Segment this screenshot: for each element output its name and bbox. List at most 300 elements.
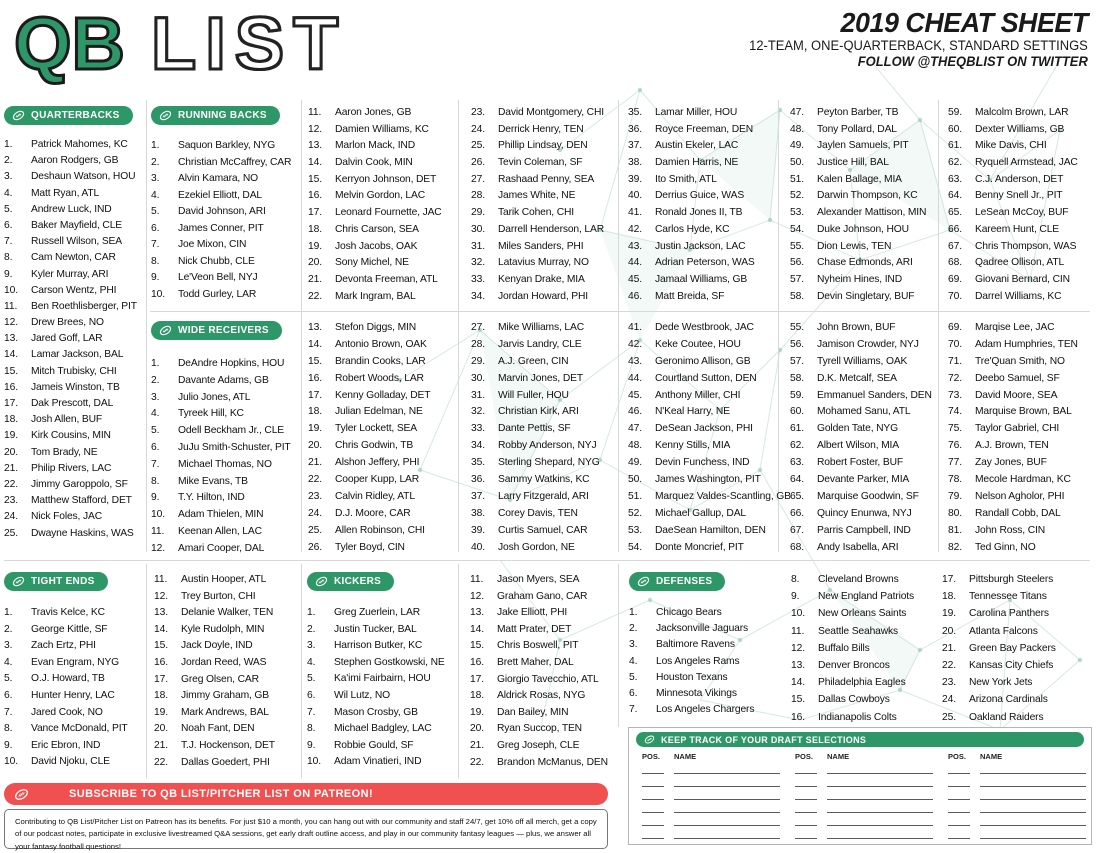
player-rank: 37. [628,140,643,152]
player-row [308,390,430,407]
divider [618,100,619,552]
player-row [948,224,1078,241]
name-blank-line [827,829,933,839]
player-rank: 44. [628,372,643,384]
player-rank: 36. [628,123,643,135]
player-row [4,171,137,187]
player-row [628,174,755,191]
player-rank: 67. [948,240,963,252]
tracker-row [795,800,933,813]
kickers-list-col1 [307,607,445,773]
player-rank: 29. [471,207,486,219]
player-name: Ezekiel Elliott, DAL [178,189,262,201]
tight-ends-list-col1 [4,607,128,773]
player-row [628,423,791,440]
tracker-row [795,787,933,800]
section-header-defenses [629,572,725,591]
player-name: Wil Lutz, NO [334,689,390,701]
sheet-title: 2019 CHEAT SHEET [840,7,1088,38]
player-row [942,626,1056,643]
player-row [948,241,1078,258]
player-row [790,291,926,308]
player-rank: 77. [948,457,963,469]
player-rank: 15. [4,365,19,377]
player-rank: 63. [948,173,963,185]
player-name: Josh Allen, BUF [31,414,103,426]
player-row [470,740,608,757]
player-row [308,356,430,373]
player-row [790,274,926,291]
divider [146,100,147,552]
player-rank: 40. [628,190,643,202]
player-row [151,206,291,223]
player-rank: 19. [470,706,485,718]
player-rank: 16. [154,656,169,668]
player-name: Donte Moncrief, PIT [655,541,744,553]
player-row [948,406,1078,423]
player-row [471,373,600,390]
player-rank: 58. [790,372,805,384]
player-rank: 14. [791,677,806,689]
player-rank: 74. [948,406,963,418]
tracker-column-head [948,752,1086,761]
player-row [307,624,445,641]
player-name: Damien Harris, NE [655,157,739,169]
player-row [470,757,608,774]
player-name: John Ross, CIN [975,524,1046,536]
player-row [471,224,604,241]
player-rank: 23. [4,495,19,507]
player-rank: 56. [790,257,805,269]
player-row [4,139,137,155]
defenses-list-col3 [942,574,1056,729]
player-row [4,414,137,430]
player-rank: 10. [151,509,166,521]
player-row [948,491,1078,508]
player-name: Tyrell Williams, OAK [817,355,908,367]
player-rank: 18. [308,406,323,418]
player-name: Cooper Kupp, LAR [335,474,420,486]
player-name: Ronald Jones II, TB [655,207,743,219]
player-row [151,375,291,392]
player-name: Adam Vinatieri, IND [334,756,422,768]
player-row [790,322,932,339]
player-row [790,140,926,157]
player-name: Chris Godwin, TB [335,440,414,452]
player-row [948,140,1078,157]
player-rank: 16. [470,656,485,668]
player-rank: 55. [790,240,805,252]
player-name: Lamar Miller, HOU [655,107,738,118]
player-name: Tarik Cohen, CHI [498,207,574,219]
player-name: Jimmy Graham, GB [181,690,269,702]
player-rank: 13. [154,607,169,619]
player-rank: 7. [4,706,13,718]
player-rank: 65. [948,207,963,219]
player-row [628,474,791,491]
player-name: Tom Brady, NE [31,446,98,458]
name-blank-line [980,803,1086,813]
tracker-row [948,826,1086,839]
player-row [790,542,932,559]
player-name: Alshon Jeffery, PHI [335,457,420,469]
twitter-follow-text: FOLLOW @THEQBLIST ON TWITTER [857,54,1088,69]
player-name: Baker Mayfield, CLE [31,219,123,231]
player-rank: 13. [308,322,323,333]
player-name: DaeSean Hamilton, DEN [655,524,766,536]
player-name: David Njoku, CLE [31,756,110,768]
player-name: Chris Thompson, WAS [975,240,1077,252]
player-rank: 10. [4,284,19,296]
player-row [790,491,932,508]
player-row [942,660,1056,677]
player-row [151,425,291,442]
player-rank: 3. [151,173,160,184]
player-name: Michael Thomas, NO [178,458,272,470]
player-row [628,508,791,525]
player-rank: 12. [154,590,169,602]
player-rank: 68. [948,257,963,269]
player-row [308,339,430,356]
player-row [628,157,755,174]
pos-label: POS. [795,752,813,761]
player-rank: 14. [308,338,323,350]
player-row [790,257,926,274]
player-row [470,624,608,641]
player-row [307,673,445,690]
running-backs-list-col3 [471,107,604,307]
player-row [4,252,137,268]
logo-qb-text: QB [14,2,125,85]
player-rank: 48. [790,123,805,135]
tracker-column-3 [948,752,1086,839]
player-rank: 7. [151,239,160,250]
player-row [948,174,1078,191]
player-row [471,124,604,141]
pos-blank-line [948,803,970,813]
player-name: Le'Veon Bell, NYJ [178,272,258,283]
player-row [151,526,291,543]
player-row [308,157,442,174]
player-name: Deshaun Watson, HOU [31,171,136,183]
player-row [154,723,275,740]
football-icon [12,109,25,122]
player-row [628,406,791,423]
player-name: Randall Cobb, DAL [975,507,1061,519]
player-rank: 66. [948,223,963,235]
player-rank: 4. [151,189,160,201]
player-rank: 6. [4,219,13,231]
player-row [791,574,914,591]
player-row [4,657,128,674]
player-rank: 27. [471,173,486,185]
player-name: Alvin Kamara, NO [178,173,259,184]
player-row [4,430,137,446]
player-rank: 18. [942,591,957,603]
player-row [471,190,604,207]
player-name: Harrison Butker, KC [334,640,423,652]
player-rank: 57. [790,355,805,367]
player-rank: 1. [4,607,13,618]
player-row [628,190,755,207]
player-row [154,757,275,774]
player-rank: 12. [308,123,323,135]
player-row [471,508,600,525]
player-row [151,509,291,526]
player-row [790,339,932,356]
player-name: New England Patriots [818,591,915,603]
player-rank: 9. [4,739,13,751]
player-row [791,694,914,711]
player-name: Giorgio Tavecchio, ATL [497,673,599,685]
player-row [471,542,600,559]
player-rank: 11. [154,574,168,585]
player-row [308,257,442,274]
player-name: Alexander Mattison, MIN [817,207,927,219]
player-name: LeSean McCoy, BUF [975,207,1069,219]
player-rank: 39. [471,524,486,536]
player-name: Stefon Diggs, MIN [335,322,417,333]
player-rank: 15. [308,355,323,367]
player-rank: 19. [308,240,323,252]
player-name: D.K. Metcalf, SEA [817,372,897,384]
player-name: Kyle Rudolph, MIN [181,623,265,635]
player-name: Jordan Reed, WAS [181,656,267,668]
player-rank: 53. [628,524,643,536]
pos-blank-line [795,790,817,800]
player-rank: 23. [942,677,957,689]
player-name: Chris Boswell, PIT [497,640,579,652]
player-row [151,272,291,289]
player-row [628,207,755,224]
player-rank: 29. [471,355,486,367]
pos-blank-line [948,829,970,839]
section-title: WIDE RECEIVERS [178,325,269,336]
player-name: Green Bay Packers [969,642,1056,654]
player-name: C.J. Anderson, DET [975,173,1064,185]
patreon-subscribe-banner[interactable] [4,783,608,805]
player-rank: 24. [471,123,486,135]
player-rank: 5. [307,673,316,685]
tracker-row [642,800,780,813]
player-rank: 25. [471,140,486,152]
player-name: Todd Gurley, LAR [178,288,257,300]
player-rank: 54. [790,223,805,235]
player-name: Odell Beckham Jr., CLE [178,425,285,437]
section-title: QUARTERBACKS [31,110,120,121]
player-rank: 63. [790,457,805,469]
player-name: Travis Kelce, KC [31,607,105,618]
player-row [151,442,291,459]
player-row [628,542,791,559]
player-name: Adam Humphries, TEN [975,338,1078,350]
player-name: Aaron Rodgers, GB [31,155,119,167]
tracker-row [642,761,780,774]
player-rank: 11. [4,300,18,312]
pos-label: POS. [948,752,966,761]
football-icon [644,734,655,745]
player-row [942,574,1056,591]
player-name: Cam Newton, CAR [31,252,116,264]
player-rank: 47. [790,107,805,118]
name-label: NAME [674,752,697,761]
player-row [790,508,932,525]
player-name: Mecole Hardman, KC [975,474,1071,486]
player-row [307,740,445,757]
player-name: Courtland Sutton, DEN [655,372,757,384]
player-row [151,358,291,375]
player-name: Tony Pollard, DAL [817,123,897,135]
player-name: Julio Jones, ATL [178,391,251,403]
player-name: Los Angeles Chargers [656,704,755,716]
player-rank: 22. [308,474,323,486]
player-name: George Kittle, SF [31,623,108,635]
player-rank: 34. [471,290,486,302]
player-rank: 1. [629,607,638,618]
player-name: Mike Davis, CHI [975,140,1047,152]
player-row [628,224,755,241]
player-rank: 8. [4,252,13,264]
name-label: NAME [827,752,850,761]
tracker-row [642,787,780,800]
pos-blank-line [642,816,664,826]
player-row [470,591,608,608]
name-blank-line [674,777,780,787]
player-row [471,274,604,291]
player-rank: 15. [470,640,485,652]
player-name: Tyler Boyd, CIN [335,541,405,553]
player-rank: 45. [628,273,643,285]
tracker-row [948,787,1086,800]
player-name: Jordan Howard, PHI [498,290,589,302]
tracker-column-2 [795,752,933,839]
player-row [471,356,600,373]
player-name: Michael Gallup, DAL [655,507,747,519]
player-rank: 52. [790,190,805,202]
player-name: Derrius Guice, WAS [655,190,745,202]
player-name: Nelson Agholor, PHI [975,490,1065,502]
player-name: Jamison Crowder, NYJ [817,338,919,350]
player-rank: 75. [948,423,963,435]
pos-blank-line [642,777,664,787]
player-rank: 62. [790,440,805,452]
player-row [308,406,430,423]
player-name: John Brown, BUF [817,322,896,333]
player-row [791,591,914,608]
player-name: Minnesota Vikings [656,687,737,699]
player-row [308,140,442,157]
wide-receivers-list-col5 [790,322,932,558]
player-rank: 2. [629,623,638,635]
player-rank: 44. [628,257,643,269]
player-rank: 27. [471,322,486,333]
tracker-row [642,774,780,787]
player-name: Dak Prescott, DAL [31,398,114,409]
player-name: Davante Adams, GB [178,374,269,386]
player-name: Dalvin Cook, MIN [335,157,413,169]
player-name: Justin Tucker, BAL [334,623,417,635]
player-rank: 20. [4,446,19,458]
player-rank: 5. [151,206,160,217]
player-name: Devonta Freeman, ATL [335,273,438,285]
player-name: Allen Robinson, CHI [335,524,425,536]
running-backs-list-col2 [308,107,442,307]
player-rank: 8. [151,475,160,487]
player-name: Dante Pettis, SF [498,423,571,435]
player-row [4,317,137,333]
player-rank: 70. [948,338,963,350]
player-rank: 35. [628,107,643,118]
player-name: Devin Singletary, BUF [817,290,915,302]
player-row [151,140,291,157]
player-row [4,269,137,285]
player-row [948,207,1078,224]
player-row [4,495,137,511]
player-name: Josh Jacobs, OAK [335,240,418,252]
player-rank: 20. [154,723,169,735]
player-rank: 72. [948,372,963,384]
player-rank: 11. [791,625,805,637]
player-rank: 68. [790,541,805,553]
player-row [4,349,137,365]
player-name: Robert Woods, LAR [335,372,424,384]
player-name: Josh Gordon, NE [498,541,575,553]
player-rank: 59. [948,107,963,118]
player-rank: 4. [4,187,13,199]
player-row [948,423,1078,440]
player-rank: 78. [948,474,963,486]
player-name: Justin Jackson, LAC [655,240,746,252]
player-name: Kareem Hunt, CLE [975,223,1060,235]
player-name: Dwayne Haskins, WAS [31,527,134,539]
player-name: Justice Hill, BAL [817,157,889,169]
player-rank: 4. [151,408,160,420]
player-row [154,607,275,624]
player-name: Kenny Stills, MIA [655,440,731,452]
player-name: Kerryon Johnson, DET [335,173,437,185]
player-row [629,639,754,655]
player-row [4,301,137,317]
name-blank-line [980,764,1086,774]
running-backs-list-col4 [628,107,755,307]
player-row [790,373,932,390]
player-rank: 45. [628,389,643,401]
player-name: Marquez Valdes-Scantling, GB [655,490,791,502]
player-name: D.J. Moore, CAR [335,507,411,519]
player-row [308,322,430,339]
quarterbacks-list [4,139,137,544]
player-rank: 8. [791,574,800,585]
player-row [308,474,430,491]
player-rank: 3. [307,640,316,652]
player-name: Robbie Gould, SF [334,739,414,751]
kickers-list-col2 [470,574,608,773]
player-name: Corey Davis, TEN [498,507,578,519]
player-name: Taylor Gabriel, CHI [975,423,1060,435]
player-rank: 61. [948,140,963,152]
player-name: Latavius Murray, NO [498,257,589,269]
player-rank: 76. [948,440,963,452]
player-row [791,712,914,729]
sheet-header [749,8,1088,70]
name-blank-line [674,764,780,774]
sheet-subtitle: 12-TEAM, ONE-QUARTERBACK, STANDARD SETTINGS [749,38,1088,53]
player-row [151,223,291,240]
player-rank: 25. [942,711,957,723]
player-name: Mike Evans, TB [178,475,248,487]
tracker-row [948,813,1086,826]
player-row [790,107,926,124]
